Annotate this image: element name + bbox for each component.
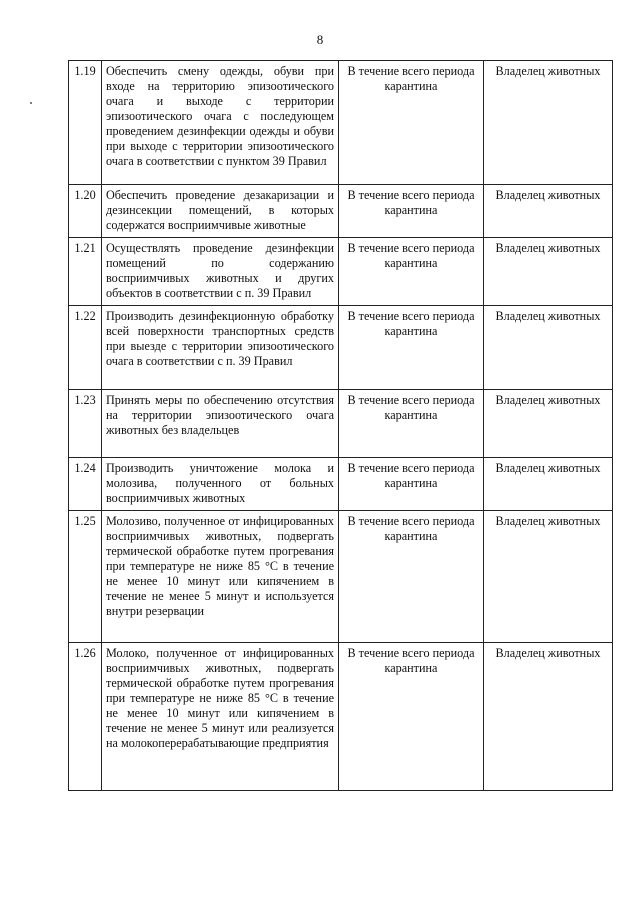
item-number: 1.25 <box>69 511 102 643</box>
table-row <box>69 185 613 238</box>
measure-responsible: Владелец животных <box>484 61 613 185</box>
table-row <box>69 390 613 458</box>
measure-responsible: Владелец животных <box>484 511 613 643</box>
item-number: 1.20 <box>69 185 102 238</box>
item-number: 1.22 <box>69 306 102 390</box>
measure-description: Производить дезинфекционную обработку всей поверхности транспортных средств при выезде с территории эпизоотического очага в соответствии с п. 39 Правил <box>102 306 339 390</box>
measure-description: Обеспечить смену одежды, обуви при входе на территорию эпизоотического очага и выходе с территории эпизоотического очага с последующем проведением дезинфекции одежды и обуви при выходе с территории эпизоотического очага в соответствии с пунктом 39 Правил <box>102 61 339 185</box>
measure-responsible: Владелец животных <box>484 643 613 791</box>
table-row <box>69 61 613 185</box>
table-row <box>69 306 613 390</box>
measure-responsible: Владелец животных <box>484 306 613 390</box>
table-row <box>69 643 613 791</box>
scan-artifact-dot <box>30 102 32 104</box>
measure-description: Принять меры по обеспечению отсутствия на территории эпизоотического очага животных без владельцев <box>102 390 339 458</box>
item-number: 1.23 <box>69 390 102 458</box>
measure-period: В течение всего периода карантина <box>339 511 484 643</box>
measure-description: Производить уничтожение молока и молозива, полученного от больных восприимчивых животных <box>102 458 339 511</box>
measure-description: Осуществлять проведение дезинфекции помещений по содержанию восприимчивых животных и других объектов в соответствии с п. 39 Правил <box>102 238 339 306</box>
measure-description: Молоко, полученное от инфицированных восприимчивых животных, подвергать термической обработке путем прогревания при температуре не ниже 85 °С в течение не менее 10 минут или кипячением в течение не менее 5 минут или реализуется на молокоперерабатывающие предприятия <box>102 643 339 791</box>
page-number: 8 <box>316 32 324 47</box>
measures-table <box>68 60 613 791</box>
table-row <box>69 511 613 643</box>
measure-period: В течение всего периода карантина <box>339 61 484 185</box>
measure-period: В течение всего периода карантина <box>339 390 484 458</box>
measure-description: Обеспечить проведение дезакаризации и дезинсекции помещений, в которых содержатся восприимчивые животные <box>102 185 339 238</box>
measure-responsible: Владелец животных <box>484 185 613 238</box>
item-number: 1.26 <box>69 643 102 791</box>
measure-description: Молозиво, полученное от инфицированных восприимчивых животных, подвергать термической обработке путем прогревания при температуре не ниже 85 °С в течение не менее 10 минут или кипячением в течение не менее 5 минут и используется внутри резервации <box>102 511 339 643</box>
measure-period: В течение всего периода карантина <box>339 185 484 238</box>
measure-period: В течение всего периода карантина <box>339 306 484 390</box>
measure-period: В течение всего периода карантина <box>339 458 484 511</box>
measure-responsible: Владелец животных <box>484 458 613 511</box>
table-row <box>69 238 613 306</box>
measure-responsible: Владелец животных <box>484 390 613 458</box>
measure-period: В течение всего периода карантина <box>339 643 484 791</box>
item-number: 1.24 <box>69 458 102 511</box>
measure-responsible: Владелец животных <box>484 238 613 306</box>
measure-period: В течение всего периода карантина <box>339 238 484 306</box>
item-number: 1.19 <box>69 61 102 185</box>
table-row <box>69 458 613 511</box>
item-number: 1.21 <box>69 238 102 306</box>
